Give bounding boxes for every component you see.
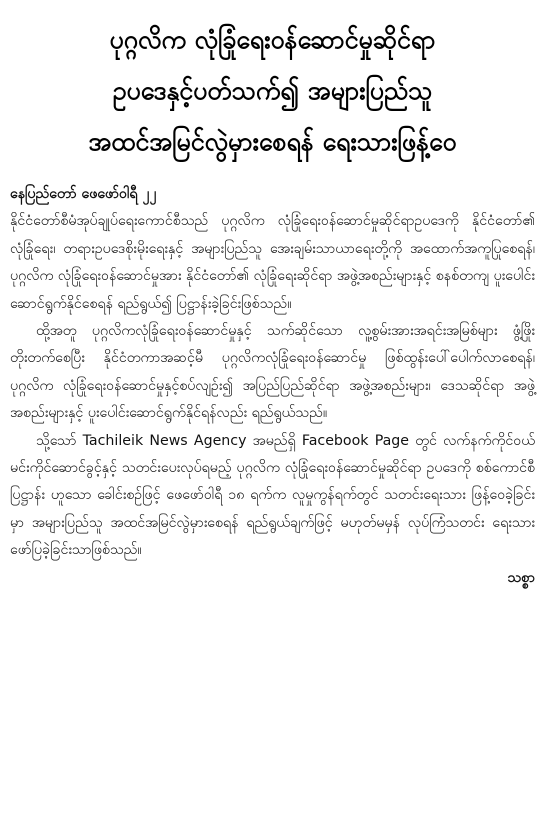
article-paragraph-1: နိုင်ငံတော်စီမံအုပ်ချုပ်ရေးကောင်စီသည် ပုဂ္ဂလိက လုံခြုံရေးဝန်ဆောင်မှုဆိုင်ရာဥပဒေကို နိုင်ငံတော်၏ လုံခြုံရေး၊ တရားဥပဒေစိုးမိုးရေးနှင့် အများပြည်သူ အေးချမ်းသာယာရေးတို့ကို အထောက်အကူပြုစေရန်၊ ပုဂ္ဂလိက လုံခြုံရေးဝန်ဆောင်မှုအား နိုင်ငံတော်၏ လုံခြုံရေးဆိုင်ရာ အဖွဲ့အစည်းများနှင့် စနစ်တကျ ပူးပေါင်းဆောင်ရွက်နိုင်စေရန် ရည်ရွယ်၍ ပြဋ္ဌာန်းခဲ့ခြင်းဖြစ်သည်။ <box>10 213 535 312</box>
article-body <box>10 181 535 592</box>
dateline: နေပြည်တော် ဖေဖော်ဝါရီ ၂၂ <box>10 186 157 202</box>
byline: သစ္စာ <box>507 569 535 586</box>
headline-line-2: ဥပဒေနှင့်ပတ်သက်၍ အများပြည်သူ <box>112 76 433 105</box>
headline-line-1: ပုဂ္ဂလိက လုံခြုံရေးဝန်ဆောင်မှုဆိုင်ရာ <box>109 25 436 54</box>
article-paragraph-3: သို့သော် Tachileik News Agency အမည်ရှိ Facebook Page တွင် လက်နက်ကိုင်ဝယ်မင်းကိုင်ဆောင်ခွင့်နှင့် သတင်းပေးလုပ်ရမည့် ပုဂ္ဂလိက လုံခြုံရေးဝန်ဆောင်မှုဆိုင်ရာ ဥပဒေကို စစ်ကောင်စီပြဋ္ဌာန်း ဟူသော ခေါင်းစဉ်ဖြင့် ဖေဖော်ဝါရီ ၁၈ ရက်က လူမှုကွန်ရက်တွင် သတင်းရေးသား ဖြန့်ဝေခဲ့ခြင်းမှာ အများပြည်သူ အထင်အမြင်လွဲမှားစေရန် ရည်ရွယ်ချက်ဖြင့် မဟုတ်မမှန် လုပ်ကြံသတင်း ရေးသားဖော်ပြခဲ့ခြင်းသာဖြစ်သည်။ <box>10 432 535 559</box>
article-paragraph-2: ထို့အတူ ပုဂ္ဂလိကလုံခြုံရေးဝန်ဆောင်မှုနှင့် သက်ဆိုင်သော လူ့စွမ်းအားအရင်းအမြစ်များ ဖွံ့ဖြိုးတိုးတက်စေပြီး နိုင်ငံတကာအဆင့်မီ ပုဂ္ဂလိကလုံခြုံရေးဝန်ဆောင်မှု ဖြစ်ထွန်းပေါ်ပေါက်လာစေရန်၊ ပုဂ္ဂလိက လုံခြုံရေးဝန်ဆောင်မှုနှင့်စပ်လျဉ်း၍ အပြည်ပြည်ဆိုင်ရာ အဖွဲ့အစည်းများ၊ ဒေသဆိုင်ရာ အဖွဲ့အစည်းများနှင့် ပူးပေါင်းဆောင်ရွက်နိုင်ရန်လည်း ရည်ရွယ်သည်။ <box>10 323 535 422</box>
headline-line-3: အထင်အမြင်လွဲမှားစေရန် ရေးသားဖြန့်ဝေ <box>88 127 457 156</box>
headline <box>10 14 535 167</box>
